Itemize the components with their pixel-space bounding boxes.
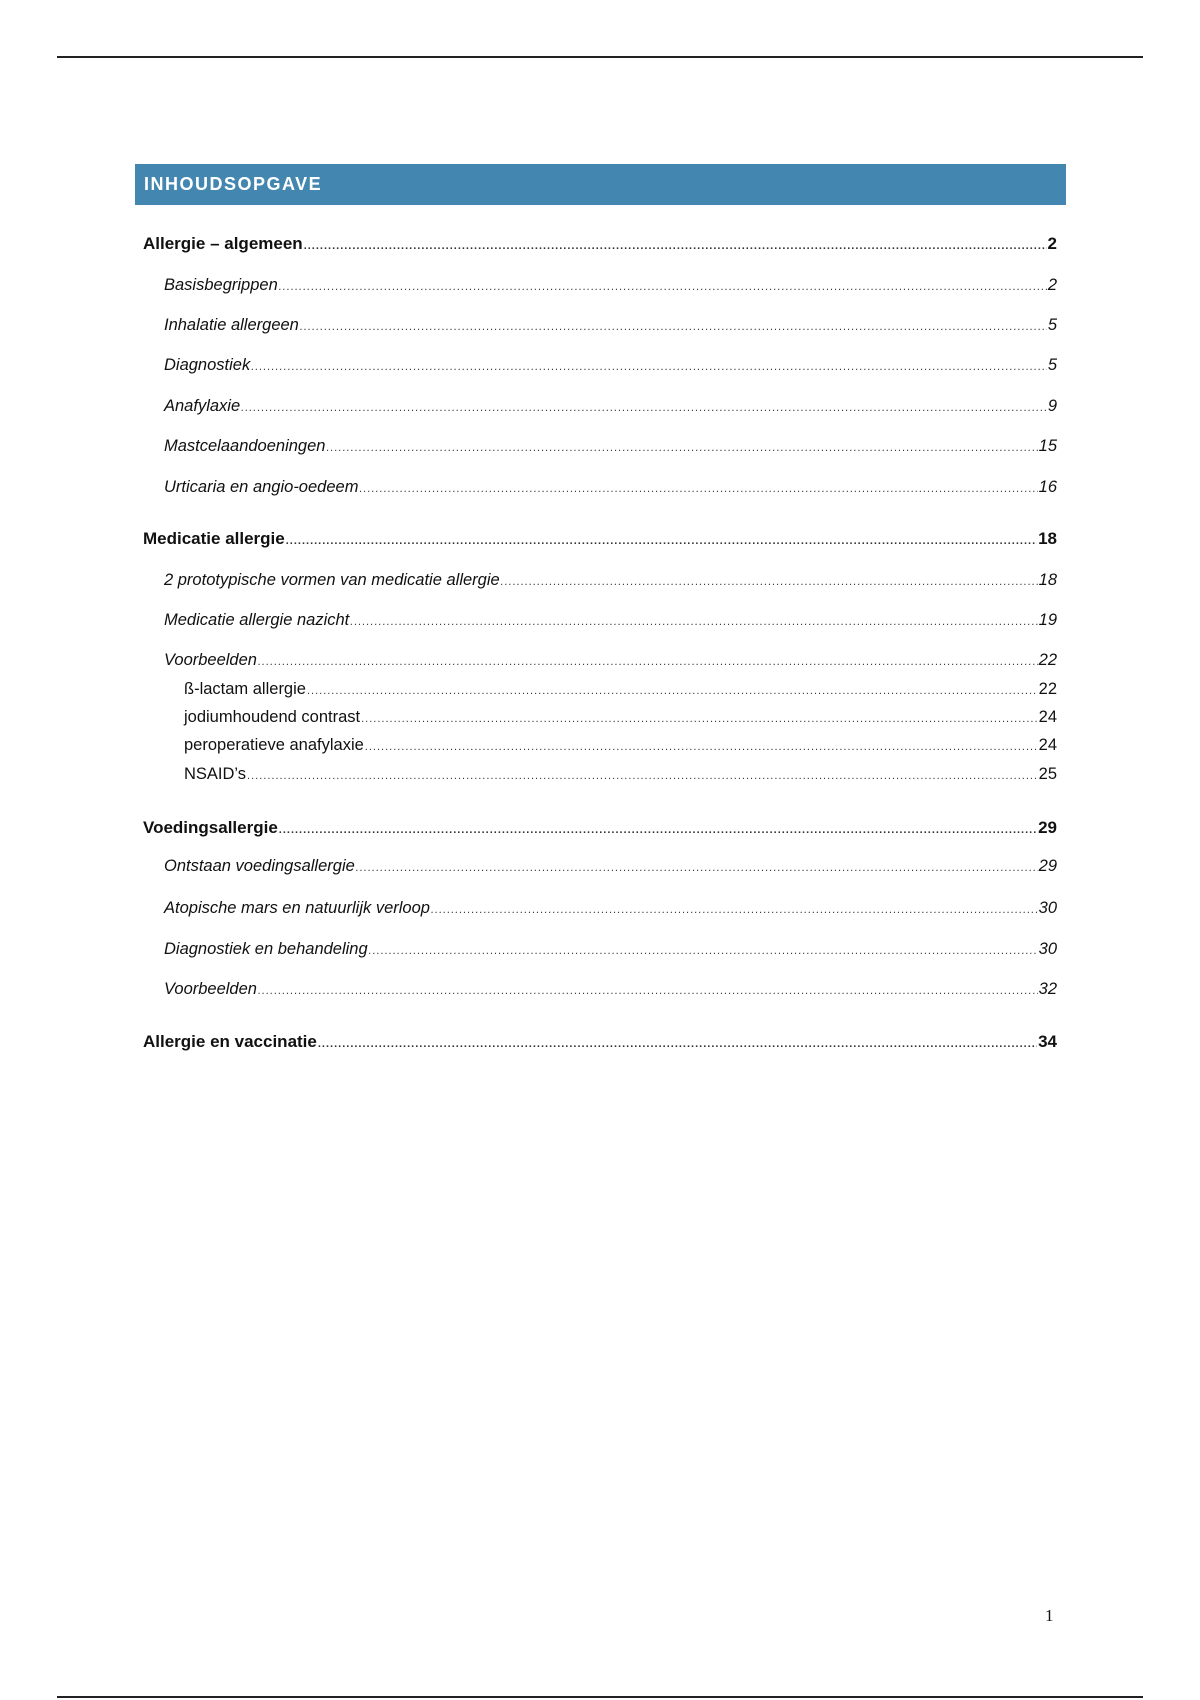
toc-entry[interactable] (143, 233, 1057, 255)
toc-entry-page: 16 (1038, 478, 1057, 496)
toc-entry-page: 24 (1038, 736, 1057, 754)
toc-entry[interactable] (143, 649, 1057, 671)
dot-leader (279, 819, 1037, 841)
toc-entry-page: 29 (1038, 818, 1057, 837)
dot-leader (365, 736, 1038, 758)
toc-entry-title: peroperatieve anafylaxie (184, 736, 364, 754)
footer-rule (57, 1696, 1143, 1698)
dot-leader (258, 651, 1038, 673)
toc-entry-title: Medicatie allergie nazicht (164, 611, 350, 629)
dot-leader (307, 680, 1038, 702)
toc-entry[interactable] (143, 609, 1057, 631)
table-of-contents (143, 0, 1057, 1100)
toc-entry-page: 18 (1038, 529, 1057, 548)
toc-entry-page: 5 (1047, 356, 1057, 374)
toc-entry[interactable] (143, 734, 1057, 756)
toc-entry[interactable] (143, 1031, 1057, 1053)
toc-entry[interactable] (143, 678, 1057, 700)
toc-entry-title: Mastcelaandoeningen (164, 437, 326, 455)
toc-entry[interactable] (143, 817, 1057, 839)
toc-entry[interactable] (143, 314, 1057, 336)
dot-leader (350, 611, 1037, 633)
toc-entry-page: 15 (1038, 437, 1057, 455)
dot-leader (241, 397, 1047, 419)
toc-entry-page: 2 (1047, 234, 1057, 253)
dot-leader (304, 235, 1047, 257)
toc-entry-title: Inhalatie allergeen (164, 316, 299, 334)
toc-entry-title: Urticaria en angio-oedeem (164, 478, 359, 496)
dot-leader (369, 940, 1038, 962)
toc-entry-title: Basisbegrippen (164, 276, 278, 294)
toc-entry[interactable] (143, 706, 1057, 728)
dot-leader (251, 356, 1047, 378)
toc-entry-page: 25 (1038, 765, 1057, 783)
dot-leader (431, 899, 1038, 921)
toc-heading: INHOUDSOPGAVE (135, 164, 1066, 205)
toc-entry-page: 30 (1038, 899, 1057, 917)
toc-entry[interactable] (143, 395, 1057, 417)
toc-entry-page: 9 (1047, 397, 1057, 415)
toc-entry-page: 29 (1038, 857, 1057, 875)
toc-entry-page: 30 (1038, 940, 1057, 958)
toc-entry-title: Diagnostiek (164, 356, 251, 374)
toc-entry-title: NSAID’s (184, 765, 247, 783)
toc-entry-title: Voorbeelden (164, 651, 257, 669)
toc-entry-page: 22 (1038, 680, 1057, 698)
toc-entry[interactable] (143, 763, 1057, 785)
toc-entry-page: 19 (1038, 611, 1057, 629)
toc-entry[interactable] (143, 476, 1057, 498)
toc-entry-page: 18 (1038, 571, 1057, 589)
toc-entry[interactable] (143, 274, 1057, 296)
toc-entry-title: Diagnostiek en behandeling (164, 940, 368, 958)
toc-entry-title: jodiumhoudend contrast (184, 708, 361, 726)
toc-entry[interactable] (143, 528, 1057, 550)
toc-entry-title: Atopische mars en natuurlijk verloop (164, 899, 430, 917)
toc-entry-title: 2 prototypische vormen van medicatie allergie (164, 571, 500, 589)
toc-entry[interactable] (143, 938, 1057, 960)
toc-entry-page: 5 (1047, 316, 1057, 334)
toc-entry-title: Medicatie allergie (143, 529, 285, 548)
toc-entry-page: 34 (1038, 1032, 1057, 1051)
toc-entry-title: Voorbeelden (164, 980, 257, 998)
toc-entry[interactable] (143, 569, 1057, 591)
dot-leader (279, 276, 1047, 298)
toc-entry[interactable] (143, 354, 1057, 376)
dot-leader (501, 571, 1038, 593)
toc-entry[interactable] (143, 978, 1057, 1000)
toc-entry-title: Voedingsallergie (143, 818, 278, 837)
toc-entry-title: Anafylaxie (164, 397, 241, 415)
toc-entry-page: 22 (1038, 651, 1057, 669)
toc-entry[interactable] (143, 855, 1057, 877)
toc-entry[interactable] (143, 435, 1057, 457)
dot-leader (326, 437, 1037, 459)
dot-leader (318, 1033, 1037, 1055)
toc-entry-page: 24 (1038, 708, 1057, 726)
dot-leader (361, 708, 1038, 730)
dot-leader (359, 478, 1037, 500)
dot-leader (258, 980, 1038, 1002)
toc-entry-title: Allergie – algemeen (143, 234, 303, 253)
toc-entry-page: 32 (1038, 980, 1057, 998)
toc-entry-title: Allergie en vaccinatie (143, 1032, 317, 1051)
dot-leader (300, 316, 1047, 338)
dot-leader (247, 765, 1038, 787)
dot-leader (356, 857, 1038, 879)
toc-entry-title: ß-lactam allergie (184, 680, 306, 698)
toc-entry-title: Ontstaan voedingsallergie (164, 857, 355, 875)
page-number: 1 (1045, 1606, 1054, 1625)
toc-entry[interactable] (143, 897, 1057, 919)
dot-leader (286, 530, 1037, 552)
toc-entry-page: 2 (1047, 276, 1057, 294)
